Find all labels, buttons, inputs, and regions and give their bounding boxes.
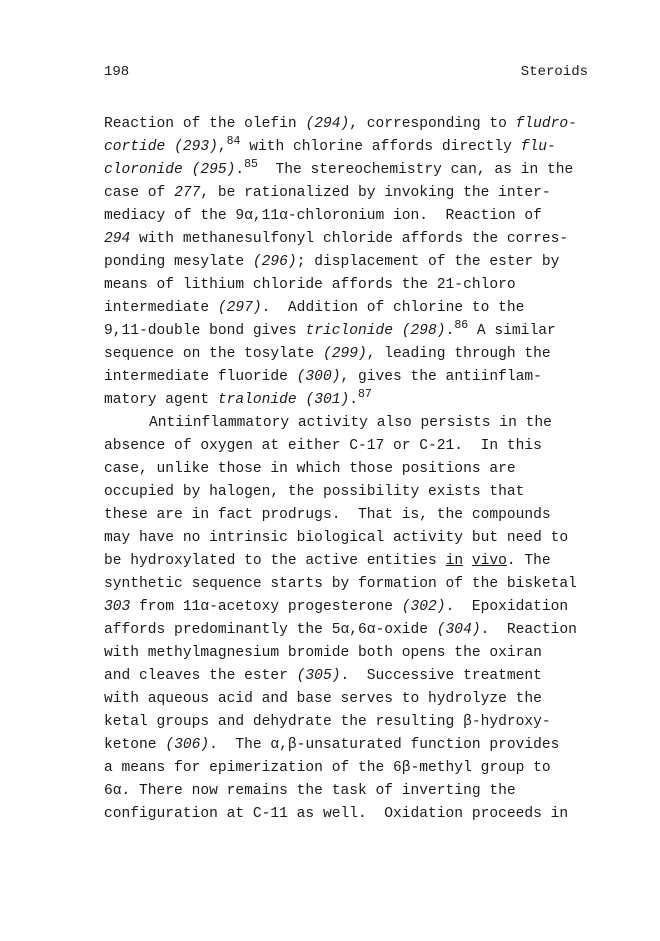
- text-line: synthetic sequence starts by formation of the bisketal: [104, 576, 577, 592]
- footnote-ref: 86: [454, 319, 469, 332]
- text-line: matory agent tralonide (301).$^{87}$: [104, 388, 372, 408]
- text-line: 9,11-double bond gives triclonide (298).$^{86}$ A similar: [104, 319, 556, 339]
- body-text: [104, 113, 604, 826]
- text-line: and cleaves the ester (305). Successive treatment: [104, 668, 542, 684]
- text-line: be hydroxylated to the active entities in vivo. The: [104, 553, 551, 569]
- text-line: ponding mesylate (296); displacement of the ester by: [104, 254, 560, 270]
- text-line: ketone (306). The α,β-unsaturated function provides: [104, 737, 560, 753]
- text-line: 294 with methanesulfonyl chloride affords the corres-: [104, 231, 569, 247]
- footnote-ref: 87: [358, 388, 372, 401]
- text-line: may have no intrinsic biological activity but need to: [104, 530, 569, 546]
- text-line: with methylmagnesium bromide both opens the oxiran: [104, 645, 542, 661]
- page-header: [104, 64, 588, 84]
- text-line: absence of oxygen at either C-17 or C-21. In this: [104, 438, 542, 454]
- text-line: intermediate (297). Addition of chlorine to the: [104, 300, 525, 316]
- running-title: Steroids: [520, 64, 588, 80]
- paragraph-start: Antiinflammatory activity also persists in the: [149, 415, 552, 431]
- text-line: sequence on the tosylate (299), leading through the: [104, 346, 551, 362]
- text-line: with aqueous acid and base serves to hydrolyze the: [104, 691, 542, 707]
- page-number: 198: [104, 64, 130, 80]
- footnote-ref: 84: [226, 135, 241, 148]
- text-line: case, unlike those in which those positions are: [104, 461, 516, 477]
- text-line: Reaction of the olefin (294), corresponding to fludro-: [104, 116, 577, 132]
- text-line: means of lithium chloride affords the 21-chloro: [104, 277, 516, 293]
- text-line: these are in fact prodrugs. That is, the compounds: [104, 507, 551, 523]
- footnote-ref: 85: [244, 158, 258, 171]
- text-line: affords predominantly the 5α,6α-oxide (304). Reaction: [104, 622, 577, 638]
- text-line: intermediate fluoride (300), gives the antiinflam-: [104, 369, 542, 385]
- text-line: 6α. There now remains the task of inverting the: [104, 783, 516, 799]
- text-line: case of 277, be rationalized by invoking the inter-: [104, 185, 551, 201]
- text-line: mediacy of the 9α,11α-chloronium ion. Reaction of: [104, 208, 542, 224]
- text-line: 303 from 11α-acetoxy progesterone (302). Epoxidation: [104, 599, 569, 615]
- text-line: cortide (293),$^{84}$ with chlorine affords directly flu-: [104, 135, 556, 155]
- text-line: configuration at C-11 as well. Oxidation proceeds in: [104, 806, 569, 822]
- text-line: a means for epimerization of the 6β-methyl group to: [104, 760, 551, 776]
- text-line: occupied by halogen, the possibility exists that: [104, 484, 525, 500]
- text-line: ketal groups and dehydrate the resulting β-hydroxy-: [104, 714, 551, 730]
- text-line: cloronide (295).$^{85}$ The stereochemistry can, as in the: [104, 158, 574, 178]
